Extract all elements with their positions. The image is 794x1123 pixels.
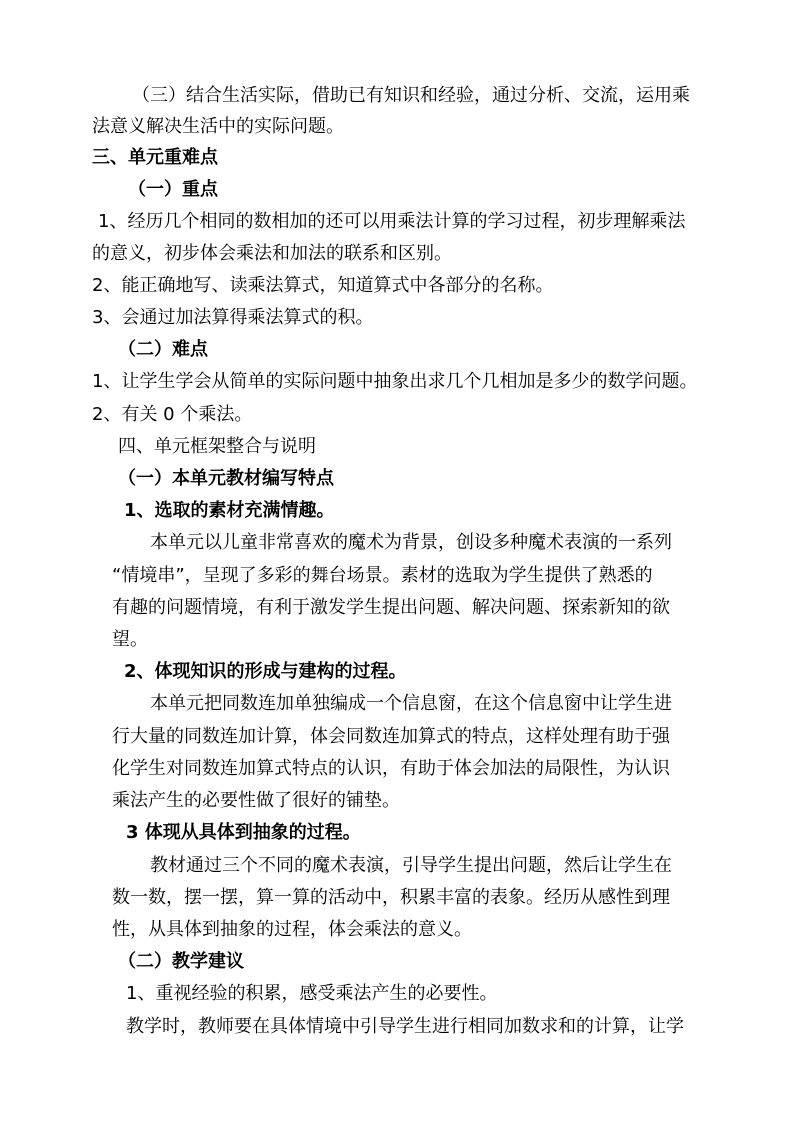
difficulty-1: 1、让学生学会从简单的实际问题中抽象出求几个几相加是多少的数学问题。	[92, 371, 698, 392]
key-point-2: 2、能正确地写、读乘法算式，知道算式中各部分的名称。	[92, 275, 554, 296]
key-point-1-line-1: 1、经历几个相同的数相加的还可以用乘法计算的学习过程，初步理解乘法	[98, 211, 686, 232]
feature-1-body-line-2: “情境串”，呈现了多彩的舞台场景。素材的选取为学生提供了熟悉的	[112, 565, 653, 586]
paragraph-line-1: （三）结合生活实际，借助已有知识和经验，通过分析、交流，运用乘	[132, 85, 690, 106]
advice-1-title: 1、重视经验的积累，感受乘法产生的必要性。	[126, 983, 498, 1004]
feature-3-body-line-3: 性，从具体到抽象的过程，体会乘法的意义。	[112, 919, 472, 940]
subheading-teaching-advice: （二）教学建议	[118, 951, 244, 972]
feature-1-body-line-1: 本单元以儿童非常喜欢的魔术为背景，创设多种魔术表演的一系列	[150, 532, 672, 553]
feature-2-body-line-2: 行大量的同数连加计算，体会同数连加算式的特点，这样处理有助于强	[112, 726, 670, 747]
subheading-textbook-features: （一）本单元教材编写特点	[118, 468, 334, 489]
paragraph-line-2: 法意义解决生活中的实际问题。	[92, 116, 344, 137]
feature-3-title: 3 体现从具体到抽象的过程。	[126, 822, 361, 843]
subheading-key-points: （一）重点	[128, 179, 218, 200]
feature-1-title: 1、选取的素材充满情趣。	[124, 500, 335, 521]
feature-3-body-line-2: 数一数，摆一摆，算一算的活动中，积累丰富的表象。经历从感性到理	[112, 887, 670, 908]
feature-3-body-line-1: 教材通过三个不同的魔术表演，引导学生提出问题，然后让学生在	[150, 855, 672, 876]
subheading-difficulties: （二）难点	[118, 339, 208, 360]
key-point-1-line-2: 的意义，初步体会乘法和加法的联系和区别。	[92, 243, 452, 264]
section-heading-4: 四、单元框架整合与说明	[118, 436, 316, 457]
feature-2-body-line-1: 本单元把同数连加单独编成一个信息窗，在这个信息窗中让学生进	[150, 693, 672, 714]
feature-2-body-line-4: 乘法产生的必要性做了很好的铺垫。	[112, 790, 400, 811]
section-heading-3: 三、单元重难点	[92, 147, 218, 168]
advice-1-body-line-1: 教学时，教师要在具体情境中引导学生进行相同加数求和的计算，让学	[126, 1016, 684, 1037]
feature-1-body-line-4: 望。	[112, 629, 148, 650]
difficulty-2: 2、有关 0 个乘法。	[92, 404, 253, 425]
feature-1-body-line-3: 有趣的问题情境，有利于激发学生提出问题、解决问题、探索新知的欲	[112, 597, 670, 618]
feature-2-body-line-3: 化学生对同数连加算式特点的认识，有助于体会加法的局限性，为认识	[112, 758, 670, 779]
key-point-3: 3、会通过加法算得乘法算式的积。	[92, 307, 374, 328]
feature-2-title: 2、体现知识的形成与建构的过程。	[124, 661, 407, 682]
